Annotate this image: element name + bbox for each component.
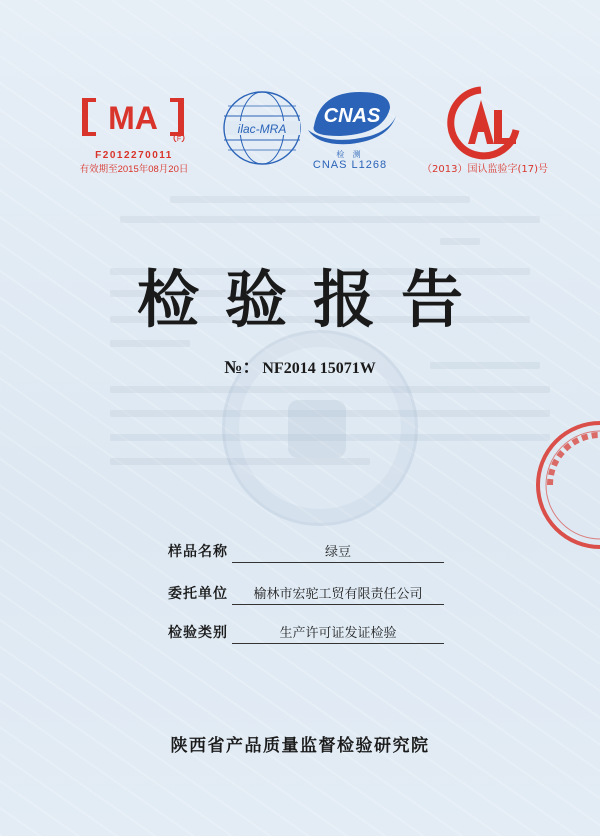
- sample-name-label: 样品名称: [168, 544, 228, 560]
- svg-text:CNAS: CNAS: [323, 105, 381, 127]
- cma-mark-icon: [78, 92, 188, 142]
- red-official-seal-icon: [530, 415, 600, 555]
- inspection-type-value: 生产许可证发证检验: [232, 622, 444, 644]
- background-ghost-text: [110, 340, 190, 347]
- cma-validity-date: 有效期至2015年08月20日: [79, 164, 189, 175]
- cal-mark-icon: [438, 86, 524, 160]
- background-ghost-text: [120, 216, 540, 223]
- sample-name-value: 绿豆: [232, 541, 444, 563]
- report-number-value: NF2014 15071W: [262, 360, 376, 377]
- svg-text:F: F: [176, 136, 182, 142]
- cnas-category: 检 测: [336, 150, 364, 159]
- report-title: 检验报告: [136, 263, 489, 336]
- client-label: 委托单位: [168, 586, 228, 602]
- client-value: 榆林市宏驼工贸有限责任公司: [232, 583, 444, 605]
- svg-text:ilac-MRA: ilac-MRA: [237, 122, 287, 136]
- inspection-type-label: 检验类别: [168, 625, 228, 641]
- cnas-mark-icon: [300, 86, 400, 148]
- cnas-accreditation-code: CNAS L1268: [312, 159, 388, 171]
- report-number: [0, 353, 600, 379]
- svg-text:MA: MA: [108, 100, 158, 136]
- background-ghost-text: [440, 238, 480, 245]
- security-watermark-emblem: [288, 400, 346, 458]
- issuing-institute: 陕西省产品质量监督检验研究院: [170, 736, 430, 756]
- background-ghost-text: [170, 196, 470, 203]
- cal-approval-number: （2013）国认监验字(17)号: [422, 164, 548, 175]
- report-number-prefix: №：: [224, 357, 261, 377]
- cma-certificate-code: F2012270011: [95, 150, 173, 161]
